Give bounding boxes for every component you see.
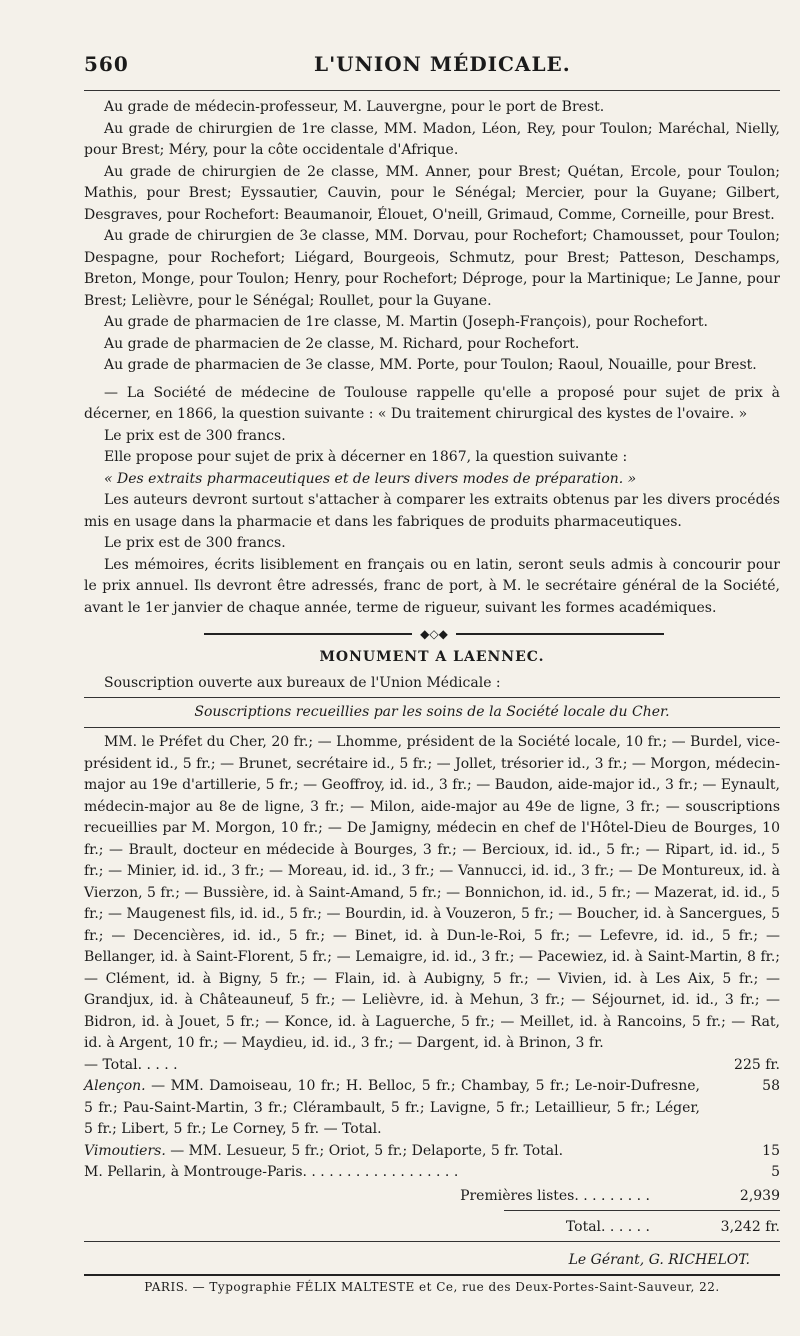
pellarin-total: 5 (771, 1164, 780, 1180)
vimoutiers-entry (84, 1141, 700, 1163)
printer-footer: PARIS. — Typographie FÉLIX MALTESTE et Ce, rue des Deux-Portes-Saint-Sauveur, 22. (144, 1279, 720, 1294)
promotion-paragraph: Au grade de chirurgien de 3e classe, MM. Dorvau, pour Rochefort; Chamousset, pour Toulon; Despagne, pour Rochefort; Liégard, Bourgeois, Schmutz, pour Brest; Patteson, Deschamps, Breton, Monge, pour Toulon; Henry, pour Rochefort; Déproge, pour la Martinique; Le Janne, pour Brest; Lelièvre, pour le Sénégal; Roullet, pour la Guyane. (84, 228, 780, 309)
page-header (84, 52, 780, 92)
promotion-paragraph: Au grade de médecin-professeur, M. Lauvergne, pour le port de Brest. (104, 99, 605, 115)
ornament-icon: ◆◇◆ (420, 627, 448, 641)
gerant-rule (84, 1241, 780, 1242)
promotion-paragraph: Au grade de chirurgien de 1re classe, MM. Madon, Léon, Rey, pour Toulon; Maréchal, Nielly, pour Brest; Méry, pour la côte occidentale d'Afrique. (84, 120, 780, 158)
vimoutiers-text: — MM. Lesueur, 5 fr.; Oriot, 5 fr.; Delaporte, 5 fr. Total. (165, 1142, 564, 1159)
divider-line (204, 633, 412, 635)
pellarin-text: M. Pellarin, à Montrouge-Paris. . . . . . . . . . . . . . . . . . (84, 1164, 459, 1180)
promotion-paragraph: Au grade de pharmacien de 2e classe, M. Richard, pour Rochefort. (104, 335, 580, 352)
toulouse-paragraph: Les auteurs devront surtout s'attacher à comparer les extraits obtenus par les divers procédés mis en usage dans la pharmacie et dans les fabriques de produits pharmaceutiques. (84, 492, 780, 530)
place-label: Alençon. (84, 1078, 146, 1094)
premieres-row (84, 1184, 780, 1208)
footer-rule (84, 1274, 780, 1276)
toulouse-paragraph: Elle propose pour sujet de prix à décerner en 1867, la question suivante : (104, 449, 628, 465)
cher-total-row (84, 1055, 780, 1077)
cher-subscription-list: MM. le Préfet du Cher, 20 fr.; — Lhomme, président de la Société locale, 10 fr.; — Burdel, vice-président id., 5 fr.; — Brunet, secrétaire id., 5 fr.; — Jollet, trésorier id., 3 fr.; — Morgon, médecin-major au 19e d'artillerie, 5 fr.; — Geoffroy, id. id., 3 fr.; — Baudon, aide-major id., 3 fr.; — Eynault, médecin-major au 8e de ligne, 3 fr.; — Milon, aide-major au 49e de ligne, 3 fr.; — souscriptions recueillies par M. Morgon, 10 fr.; — De Jamigny, médecin en chef de l'Hôtel-Dieu de Bourges, 10 fr.; — Brault, docteur en médecide à Bourges, 3 fr.; — Bercioux, id. id., 5 fr.; — Ripart, id. id., 5 fr.; — Minier, id. id., 3 fr.; — Moreau, id. id., 3 fr.; — Vannucci, id. id., 3 fr.; — De Montureux, id. à Vierzon, 5 fr.; — Bussière, id. à Saint-Amand, 5 fr.; — Bonnichon, id. id., 5 fr.; — Mazerat, id. id., 5 fr.; — Maugenest fils, id. id., 5 fr.; — Bourdin, id. à Vouzeron, 5 fr.; — Boucher, id. à Sancergues, 5 fr.; — Decencières, id. id., 5 fr.; — Binet, id. à Dun-le-Roi, 5 fr.; — Lefevre, id. id., 5 fr.; — Bellanger, id. à Saint-Florent, 5 fr.; — Lemaigre, id. id., 3 fr.; — Pacewiez, id. à Saint-Martin, 8 fr.; — Clément, id. à Bigny, 5 fr.; — Flain, id. à Aubigny, 5 fr.; — Vivien, id. à Les Aix, 5 fr.; — Grandjux, id. à Châteauneuf, 5 fr.; — Lelièvre, id. à Mehun, 3 fr.; — Séjournet, id. id., 3 fr.; — Bidron, id. à Jouet, 5 fr.; — Konce, id. à Laguerche, 5 fr.; — Meillet, id. à Rancoins, 5 fr.; — Rat, id. à Argent, 10 fr.; — Maydieu, id. id., 3 fr.; — Dargent, id. à Brinon, 3 fr. (84, 734, 780, 1051)
grand-total-label: Total. . . . . . (565, 1218, 650, 1235)
alencon-row (84, 1076, 780, 1141)
toulouse-paragraph: « Des extraits pharmaceutiques et de leurs divers modes de préparation. » (104, 470, 637, 487)
premieres-label: Premières listes. . . . . . . . . (460, 1187, 650, 1204)
header-rule (84, 90, 780, 91)
monument-section (84, 673, 780, 1184)
subscription-intro: Souscription ouverte aux bureaux de l'Union Médicale : (104, 675, 501, 691)
toulouse-paragraph: Le prix est de 300 francs. (104, 427, 286, 444)
subhead-rule (84, 727, 780, 728)
toulouse-paragraph: Le prix est de 300 francs. (104, 535, 286, 551)
toulouse-paragraph: Les mémoires, écrits lisiblement en français ou en latin, seront seuls admis à concourir pour le prix annuel. Ils devront être adressés, franc de port, à M. le secrétaire général de la Société, avant le 1er janvier de chaque année, terme de rigueur, suivant les formes académiques. (84, 556, 780, 616)
total-value: 225 fr. (734, 1056, 780, 1073)
gerant-signature: Le Gérant, G. RICHELOT. (568, 1251, 750, 1268)
totals-rule (504, 1210, 780, 1211)
promotion-paragraph: Au grade de chirurgien de 2e classe, MM. Anner, pour Brest; Quétan, Ercole, pour Toulon; Mathis, pour Brest; Eyssautier, Cauvin, pour le Sénégal; Mercier, pour la Guyane; Gilbert, Desgraves, pour Rochefort: Beaumanoir, Élouet, O'neill, Grimaud, Comme, Corneille, pour Brest. (84, 163, 780, 223)
grand-total-value: 3,242 fr. (720, 1218, 780, 1235)
toulouse-notice (84, 383, 780, 620)
vimoutiers-row (84, 1141, 780, 1163)
alencon-text: — MM. Damoiseau, 10 fr.; H. Belloc, 5 fr.; Chambay, 5 fr.; Le-noir-Dufresne, 5 fr.; Pau-Saint-Martin, 3 fr.; Clérambault, 5 fr.; Lavigne, 5 fr.; Letaillieur, 5 fr.; Léger, 5 fr.; Libert, 5 fr.; Le Corney, 5 fr. — Total. (84, 1078, 700, 1137)
subhead-rule (84, 697, 780, 698)
alencon-total: 58 (762, 1078, 780, 1094)
place-label: Vimoutiers. (84, 1142, 166, 1159)
pellarin-row (84, 1162, 780, 1184)
alencon-entry (84, 1076, 700, 1141)
section-title: MONUMENT A LAENNEC. (319, 649, 545, 665)
totals-block (84, 1184, 780, 1239)
promotions-section (84, 97, 780, 377)
promotion-paragraph: Au grade de pharmacien de 1re classe, M. Martin (Joseph-François), pour Rochefort. (104, 314, 708, 330)
journal-title: L'UNION MÉDICALE. (314, 52, 571, 76)
subscription-subhead: Souscriptions recueillies par les soins de la Société locale du Cher. (194, 703, 670, 720)
page-number: 560 (84, 52, 129, 76)
toulouse-paragraph: — La Société de médecine de Toulouse rappelle qu'elle a proposé pour sujet de prix à décerner, en 1866, la question suivante : « Du traitement chirurgical des kystes de l'ovaire. » (84, 384, 780, 422)
divider-line (456, 633, 664, 635)
vimoutiers-total: 15 (762, 1142, 780, 1159)
grand-total-row (84, 1215, 780, 1239)
promotion-paragraph: Au grade de pharmacien de 3e classe, MM. Porte, pour Toulon; Raoul, Nouaille, pour Brest. (104, 357, 757, 373)
premieres-total: 2,939 (739, 1187, 780, 1204)
total-label: — Total. . . . . (84, 1056, 178, 1073)
ornamental-divider (204, 627, 664, 641)
